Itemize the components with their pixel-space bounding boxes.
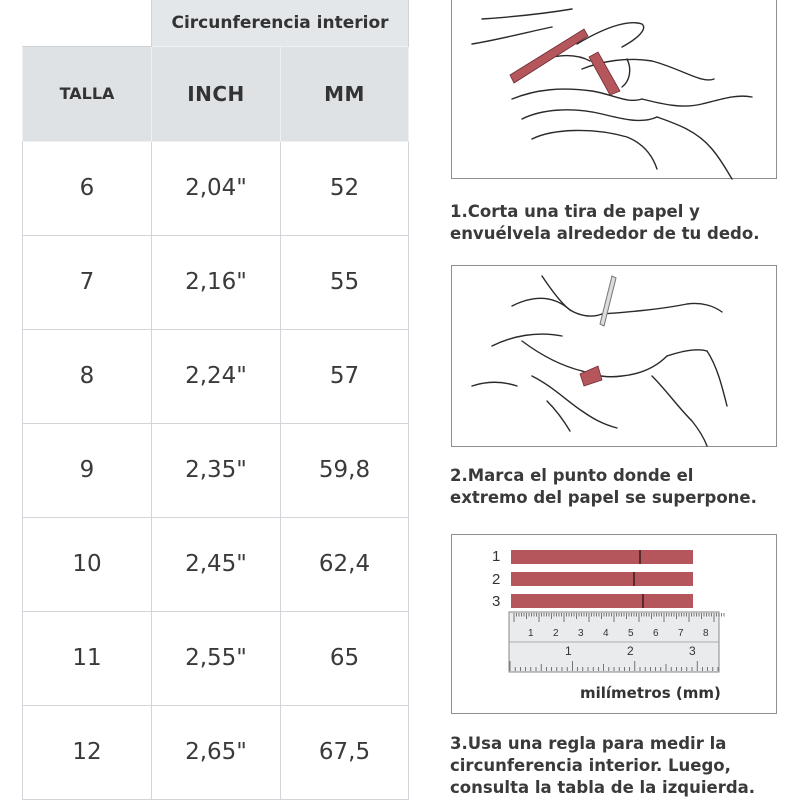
inch-cell: 2,16" (152, 235, 281, 329)
mm-cell: 62,4 (281, 517, 409, 611)
step1-line2: envuélvela alrededor de tu dedo. (450, 224, 760, 243)
ruler-tick-label: 8 (703, 628, 709, 639)
mm-cell: 59,8 (281, 423, 409, 517)
ruler-tick-label: 2 (627, 644, 634, 658)
ruler-tick-label: 4 (603, 628, 609, 639)
size-column-header: TALLA (23, 46, 152, 141)
size-cell: 10 (23, 517, 152, 611)
step2-line2: extremo del papel se superpone. (450, 488, 757, 507)
mm-cell: 67,5 (281, 705, 409, 799)
unit-label: milímetros (mm) (580, 684, 721, 702)
size-cell: 12 (23, 705, 152, 799)
pen-icon (600, 276, 616, 326)
mm-cell: 65 (281, 611, 409, 705)
inch-cell: 2,45" (152, 517, 281, 611)
circumference-header-row (23, 0, 409, 46)
ruler-tick-label: 3 (689, 644, 696, 658)
inch-cell: 2,55" (152, 611, 281, 705)
step3-line2: circunferencia interior. Luego, (450, 756, 731, 775)
inch-cell: 2,65" (152, 705, 281, 799)
paper-strip-icon (511, 594, 693, 608)
hand-wrap-illustration-icon (452, 0, 778, 180)
step2-text (450, 465, 795, 509)
paper-strip-icon (511, 550, 693, 564)
step1-line1: 1.Corta una tira de papel y (450, 202, 700, 221)
column-header-row (23, 46, 409, 141)
table-row (23, 705, 409, 799)
size-cell: 6 (23, 141, 152, 235)
inch-cell: 2,24" (152, 329, 281, 423)
ruler-tick-label: 6 (653, 628, 659, 639)
size-cell: 11 (23, 611, 152, 705)
table-row (23, 141, 409, 235)
circumference-header: Circunferencia interior (152, 0, 409, 46)
ruler-tick-label: 2 (553, 628, 559, 639)
ruler-tick-label: 1 (528, 628, 534, 639)
step3-line3: consulta la tabla de la izquierda. (450, 778, 756, 797)
ruler-tick-label: 1 (565, 644, 572, 658)
hand-mark-illustration-icon (452, 266, 778, 448)
inch-cell: 2,04" (152, 141, 281, 235)
step1-text (450, 201, 795, 245)
step2-line1: 2.Marca el punto donde el (450, 466, 694, 485)
size-chart-table (22, 0, 409, 800)
ruler-tick-label: 5 (628, 628, 634, 639)
step3-text (450, 733, 795, 799)
table-row (23, 517, 409, 611)
size-cell: 9 (23, 423, 152, 517)
paper-strip-icon (511, 572, 693, 586)
table-row (23, 235, 409, 329)
mm-cell: 55 (281, 235, 409, 329)
ruler-tick-label: 3 (578, 628, 584, 639)
size-cell: 7 (23, 235, 152, 329)
table-row (23, 611, 409, 705)
size-cell: 8 (23, 329, 152, 423)
inch-cell: 2,35" (152, 423, 281, 517)
inch-column-header: INCH (152, 46, 281, 141)
step2-illustration-panel (451, 265, 777, 447)
mm-cell: 52 (281, 141, 409, 235)
paper-ring-icon (580, 366, 602, 386)
ruler-tick-label: 7 (678, 628, 684, 639)
strip-label: 2 (492, 571, 501, 588)
table-row (23, 423, 409, 517)
table-row (23, 329, 409, 423)
mm-column-header: MM (281, 46, 409, 141)
strip-label: 1 (492, 548, 501, 565)
step3-line1: 3.Usa una regla para medir la (450, 734, 727, 753)
header-blank-cell (23, 0, 152, 46)
strip-label: 3 (492, 593, 501, 610)
step1-illustration-panel (451, 0, 777, 179)
mm-cell: 57 (281, 329, 409, 423)
